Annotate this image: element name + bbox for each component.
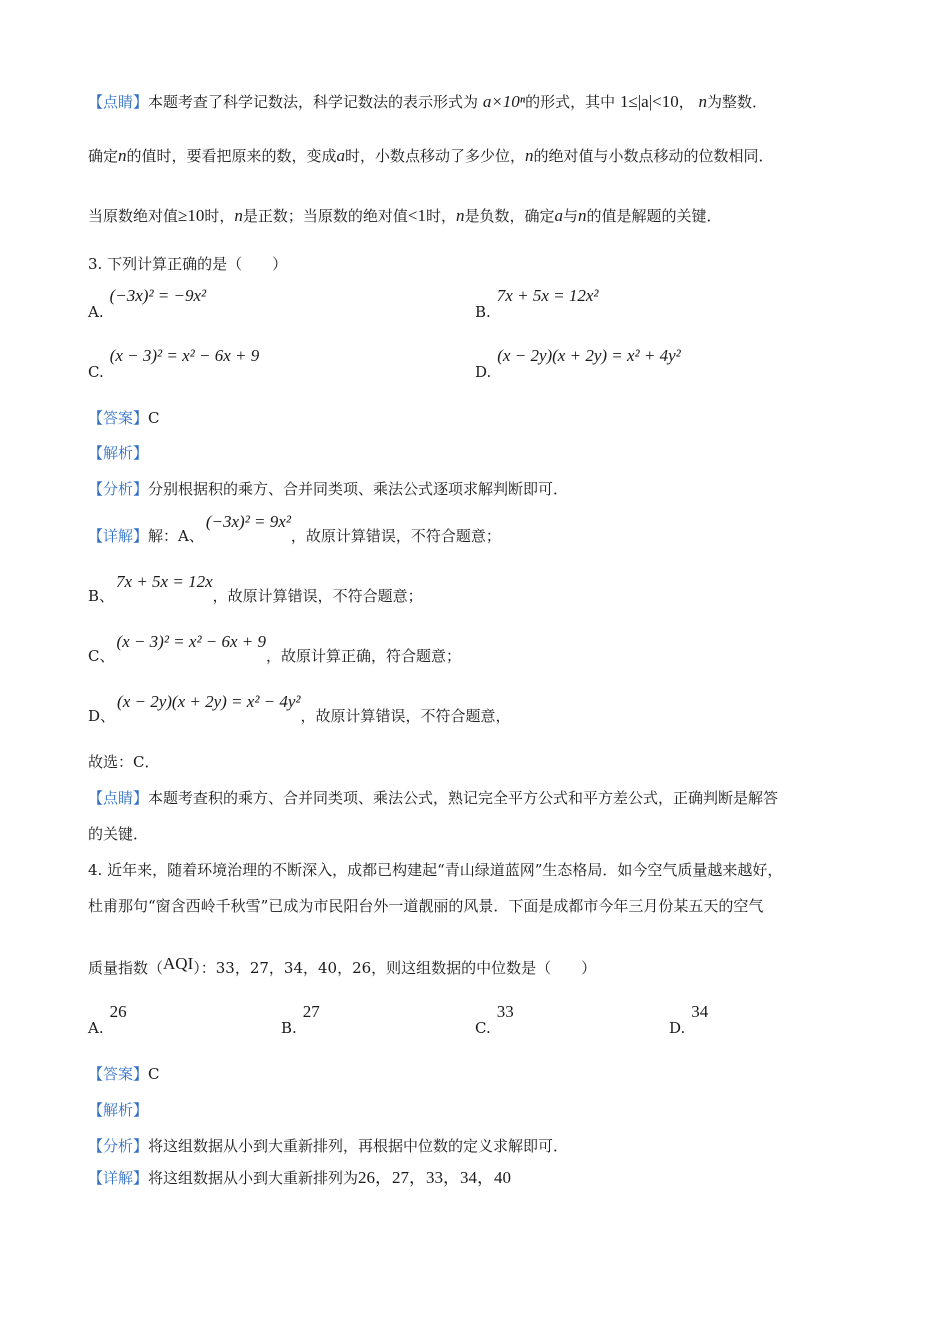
sci-notation-formula: a×10ⁿ (482, 92, 526, 111)
range-formula: 1≤|a|<10 (619, 92, 679, 111)
q4-answer-value: C (148, 1065, 160, 1083)
q3-choose: 故选：C． (88, 753, 160, 771)
q4-stem-2: 杜甫那句“窗含西岭千秋雪”已成为市民阳台外一道靓丽的风景．下面是成都市今年三月份某五天的空气 (88, 897, 764, 915)
q4-fenxi: 【分析】将这组数据从小到大重新排列，再根据中位数的定义求解即可． (88, 1137, 569, 1155)
dianjing-line-3: 当原数绝对值≥10时，n是正数；当原数的绝对值<1时，n是负数，确定a与n的值是解题的关键． (88, 206, 722, 225)
q3-option-b[interactable]: B.7x + 5x = 12x² (475, 286, 599, 321)
q3-option-c[interactable]: C.(x − 3)² = x² − 6x + 9 (88, 346, 260, 381)
q3-dianjing-1: 【点睛】本题考查积的乘方、合并同类项、乘法公式，熟记完全平方公式和平方差公式，正确判断是解答 (88, 789, 779, 807)
q4-analysis-tag: 【解析】 (88, 1101, 149, 1119)
dianjing-line-1: 【点睛】本题考查了科学记数法，科学记数法的表示形式为 a×10ⁿ的形式，其中 1≤|a|<10， n为整数． (88, 92, 768, 111)
q3-detail-a: 【详解】解：A、(−3x)² = 9x²，故原计算错误，不符合题意； (88, 512, 501, 545)
q4-option-c[interactable]: C.33 (475, 1002, 514, 1037)
q3-detail-c: C、(x − 3)² = x² − 6x + 9，故原计算正确，符合题意； (88, 632, 462, 665)
q3-option-d[interactable]: D.(x − 2y)(x + 2y) = x² + 4y² (475, 346, 681, 381)
q3-option-a[interactable]: A.(−3x)² = −9x² (88, 286, 207, 321)
q3-dianjing-2: 的关键． (88, 825, 149, 843)
q4-option-a[interactable]: A.26 (88, 1002, 127, 1037)
q3-answer-value: C (148, 409, 160, 427)
q4-option-d[interactable]: D.34 (669, 1002, 709, 1037)
sorted-values: 26，27，33，34，40 (358, 1168, 512, 1187)
q3-detail-b: B、7x + 5x = 12x，故原计算错误，不符合题意； (88, 572, 423, 605)
q3-analysis-tag: 【解析】 (88, 444, 149, 462)
q3-detail-d: D、(x − 2y)(x + 2y) = x² − 4y²，故原计算错误，不符合题意， (88, 692, 511, 725)
q4-answer: 【答案】C (88, 1065, 160, 1083)
q3-fenxi: 【分析】分别根据积的乘方、合并同类项、乘法公式逐项求解判断即可． (88, 480, 569, 498)
q4-detail: 【详解】将这组数据从小到大重新排列为26，27，33，34，40 (88, 1168, 512, 1187)
q3-answer: 【答案】C (88, 409, 160, 427)
q4-option-b[interactable]: B.27 (281, 1002, 320, 1037)
q3-stem: 3. 下列计算正确的是（ ） (88, 255, 288, 273)
dianjing-line-2: 确定n的值时，要看把原来的数，变成a时，小数点移动了多少位，n的绝对值与小数点移动的位数相同． (88, 146, 774, 165)
dianjing-tag: 【点睛】 (88, 93, 149, 111)
q4-stem-1: 4. 近年来，随着环境治理的不断深入，成都已构建起“青山绿道蓝网”生态格局．如今空气质量越来越好， (88, 861, 783, 879)
q4-stem-3: 质量指数（AQI）：33，27，34，40，26，则这组数据的中位数是（ ） (88, 954, 597, 977)
